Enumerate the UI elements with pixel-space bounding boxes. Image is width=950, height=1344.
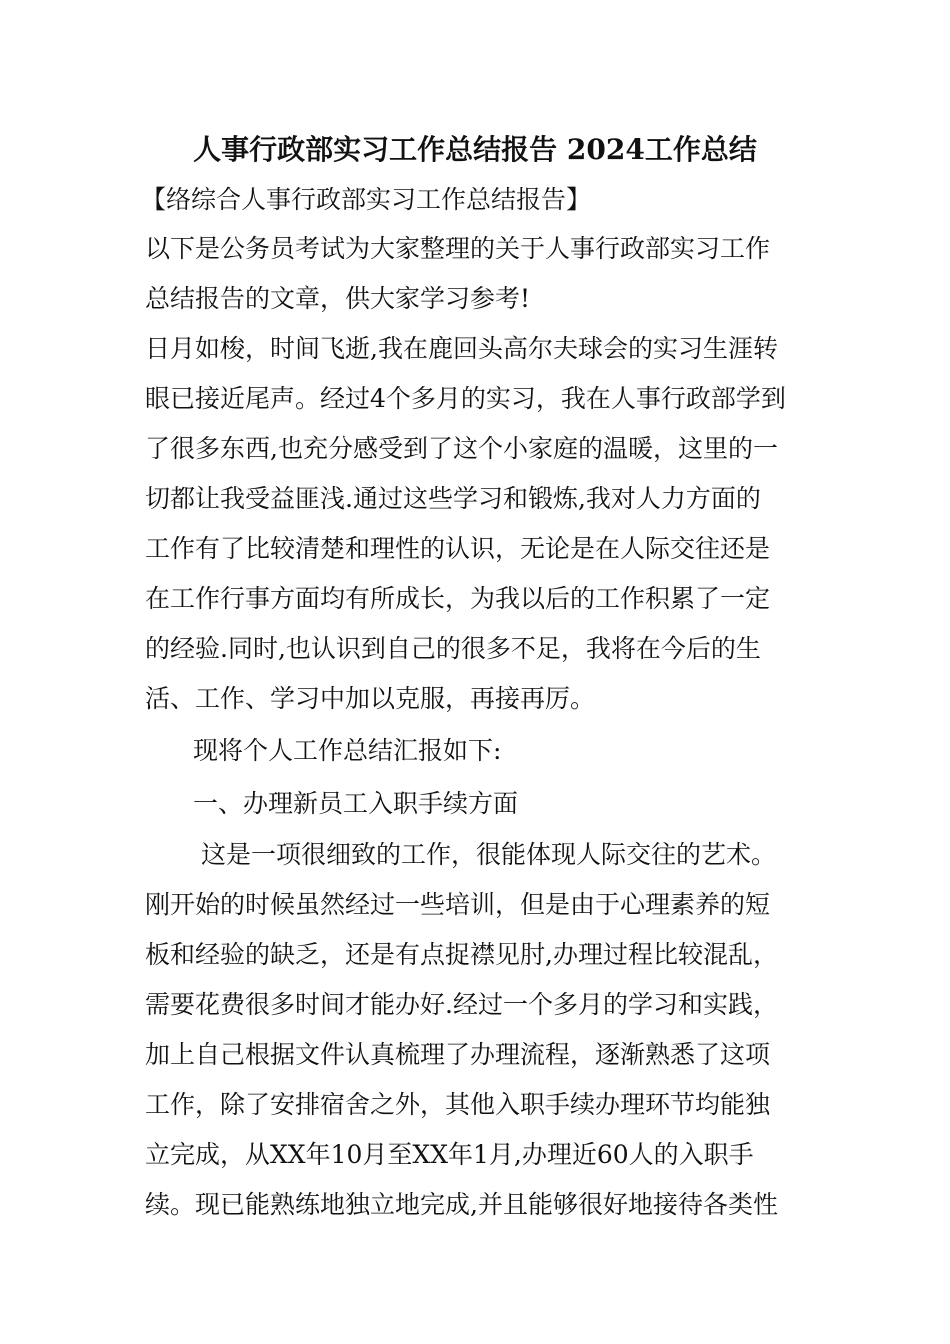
text-line: 在工作行事方面均有所成长，为我以后的工作积累了一定 — [145, 584, 771, 613]
text-line: 工作有了比较清楚和理性的认识，无论是在人际交往还是 — [145, 534, 771, 563]
text-line: 日月如梭，时间飞逝,我在鹿回头高尔夫球会的实习生涯转 — [145, 334, 778, 363]
text-line: 这是一项很细致的工作，很能体现人际交往的艺术。 — [201, 840, 777, 869]
text-line: 了很多东西,也充分感受到了这个小家庭的温暖，这里的一 — [145, 434, 778, 463]
section-1-heading: 一、办理新员工入职手续方面 — [193, 789, 519, 818]
text-line: 加上自己根据文件认真梳理了办理流程，逐渐熟悉了这项 — [145, 1040, 771, 1069]
intro-paragraph — [145, 224, 809, 324]
text-line: 续。现已能熟练地独立地完成,并且能够很好地接待各类性 — [145, 1190, 778, 1219]
document-title: 人事行政部实习工作总结报告 2024工作总结 — [193, 133, 757, 166]
text-line: 的经验.同时,也认识到自己的很多不足，我将在今后的生 — [145, 634, 761, 663]
text-line: 刚开始的时候虽然经过一些培训，但是由于心理素养的短 — [145, 890, 771, 919]
text-line: 以下是公务员考试为大家整理的关于人事行政部实习工作 — [145, 234, 771, 263]
text-line: 需要花费很多时间才能办好.经过一个多月的学习和实践， — [145, 990, 778, 1019]
text-line: 切都让我受益匪浅.通过这些学习和锻炼,我对人力方面的 — [145, 484, 761, 513]
summary-intro: 现将个人工作总结汇报如下: — [193, 736, 502, 765]
text-line: 工作，除了安排宿舍之外，其他入职手续办理环节均能独 — [145, 1090, 771, 1119]
text-line: 活、工作、学习中加以克服，再接再厉。 — [145, 684, 596, 713]
section-1-paragraph — [145, 830, 809, 1230]
document-subtitle: 【络综合人事行政部实习工作总结报告】 — [141, 185, 592, 214]
paragraph-1 — [145, 324, 809, 724]
text-line: 眼已接近尾声。经过4个多月的实习，我在人事行政部学到 — [145, 384, 786, 413]
text-line: 板和经验的缺乏，还是有点捉襟见肘,办理过程比较混乱， — [145, 940, 778, 969]
text-line: 立完成，从XX年10月至XX年1月,办理近60人的入职手 — [145, 1140, 754, 1169]
text-line: 总结报告的文章，供大家学习参考! — [145, 284, 531, 313]
document-body — [141, 176, 809, 1230]
